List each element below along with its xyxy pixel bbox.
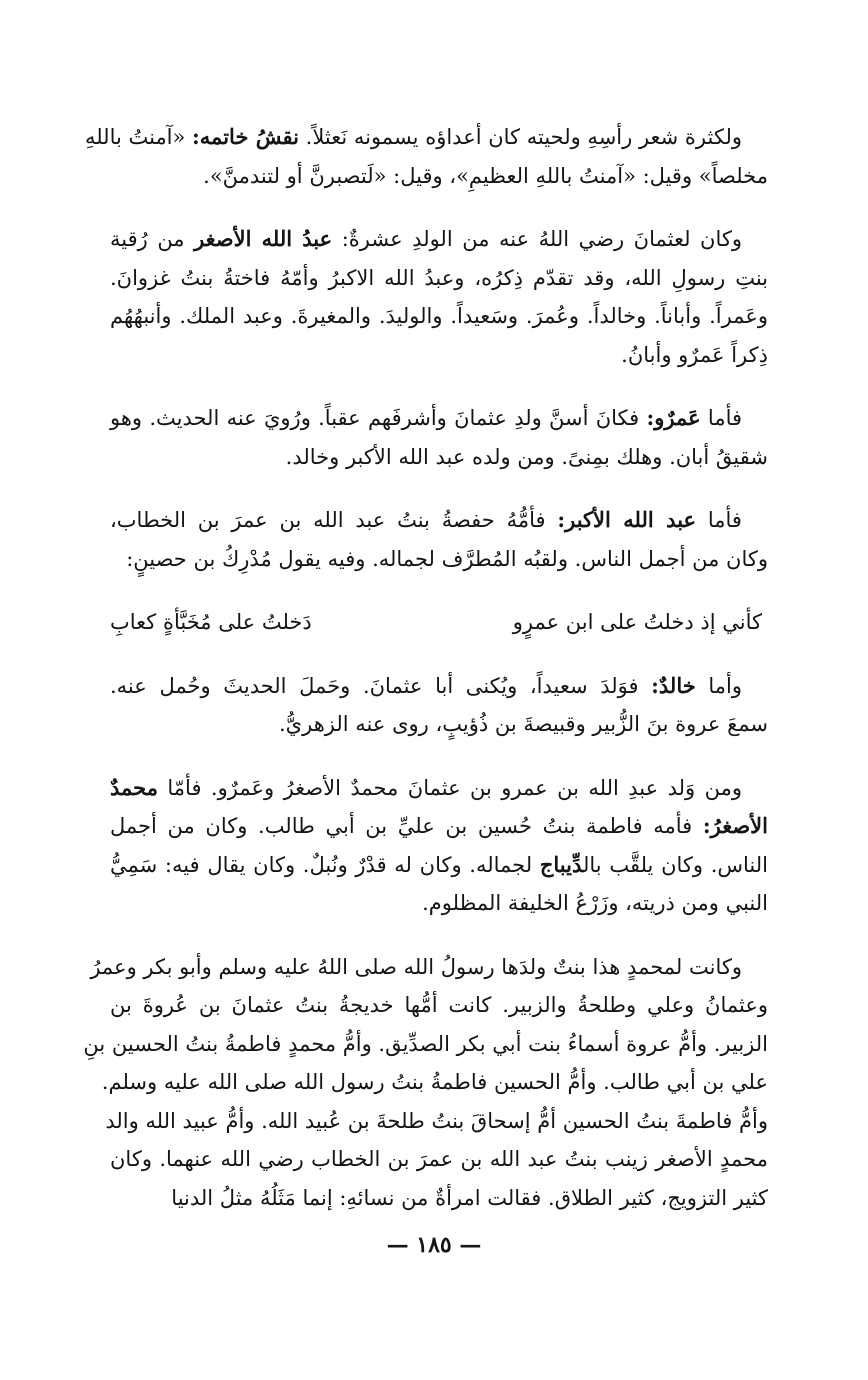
text-line [105, 1102, 768, 1141]
text-line [110, 220, 768, 259]
paragraph [110, 769, 768, 923]
body-text: مخلصاً» وقيل: «آمنتُ باللهِ العظيمِ»، وقيل: «لَتصبرنَّ أو لتندمنَّ». [203, 163, 768, 188]
text-line [110, 1140, 768, 1179]
text-line [110, 807, 768, 846]
body-text: فأمه فاطمة بنتُ حُسين بن عليِّ بن أبي طالب. وكان من أجمل [110, 814, 703, 838]
text-line [110, 259, 768, 298]
body-text: فكانَ أسنَّ ولدِ عثمانَ وأشرفَهم عقباً. ورُويَ عنه الحديث. وهو [110, 406, 647, 430]
page-number: — ١٨٥ — [386, 1232, 482, 1258]
body-text: الناس. وكان يلقَّب بال [583, 852, 768, 877]
body-text: سمعَ عروة بنَ الزُّبير وقبيصةَ بن ذُؤيبٍ، روى عنه الزهريُّ. [279, 712, 768, 736]
bold-heading-text: عبدُ الله الأصغر [194, 226, 333, 251]
text-line [110, 846, 768, 885]
body-text: كثير التزويج، كثير الطلاق. فقالت امرأةٌ من نسائهِ: إنما مَثَلُهُ مثلُ الدنيا [171, 1185, 768, 1210]
body-text: وكانت لمحمدٍ هذا بنتٌ ولدَها رسولُ الله صلى اللهُ عليه وسلم وأبو بكر وعمرُ [90, 954, 742, 979]
bold-heading-text: عَمرٌو: [646, 405, 701, 430]
text-line [110, 336, 768, 375]
body-text: ومن وَلد عبدِ الله بن عمرو بن عثمانَ محمدٌ الأصغرُ وعَمرٌو. فأمّا [157, 775, 742, 800]
text-line [110, 884, 768, 923]
text-line [84, 118, 768, 157]
body-text: وكان من أجمل الناس. ولقبُه المُطرَّف لجماله. وفيه يقول مُدْرِكُ بن حصينٍ: [126, 546, 768, 571]
body-text: شقيقُ أبان. وهلك بمِنىً. ومن ولده عبد الله الأكبر وخالد. [285, 444, 768, 469]
text-line [110, 297, 768, 336]
bold-heading-text: عبد الله الأكبر: [557, 507, 697, 532]
text-line [110, 501, 768, 540]
body-text: الزبير. وأمُّ عروة أسماءُ بنت أبي بكر الصدِّيق. وأمُّ محمدٍ فاطمةُ بنتُ الحسين بنِ [83, 1031, 768, 1056]
text-line [110, 438, 768, 477]
paragraph [110, 399, 768, 476]
text-line [90, 948, 768, 987]
body-text: وعثمانُ وعلي وطلحةُ والزبير. كانت أمُّها خديجةُ بنتُ عثمانَ بن عُروةَ بن [110, 993, 768, 1017]
text-block-lower [83, 667, 768, 1218]
body-text: وكان لعثمانَ رضي اللهُ عنه من الولدِ عشرةٌ: [332, 227, 742, 251]
paragraph [83, 948, 768, 1218]
text-line [110, 399, 768, 438]
body-text: وأما [695, 673, 742, 698]
text-line [110, 986, 768, 1025]
body-text: فأمُّهُ حفصةُ بنتُ عبد الله بن عمرَ بن الخطاب، [110, 508, 558, 532]
bold-heading-text: دِّيباج [539, 851, 583, 877]
body-text: محمدٍ الأصغر زينب بنتُ عبد الله بن عمرَ بن الخطاب رضي الله عنهما. وكان [110, 1147, 768, 1171]
bold-heading-text: خالدٌ: [651, 672, 696, 698]
text-block-upper [84, 118, 768, 578]
body-text: ولكثرة شعر رأسِهِ ولحيته كان أعداؤه يسمونه نَعثلاً. [298, 125, 742, 149]
bold-heading-text: محمدٌ [110, 774, 158, 800]
text-line [110, 540, 768, 579]
paragraph [110, 501, 768, 578]
poetry-verse [110, 603, 768, 642]
bold-heading-text: نقشُ خاتمه: [192, 124, 299, 149]
body-text: بنتِ رسولِ الله، وقد تقدّم ذِكرُه، وعبدُ الله الاكبرُ وأمّهُ فاختةُ بنتُ غزوانَ. [110, 265, 768, 290]
text-line [110, 769, 768, 808]
paragraph [110, 667, 768, 744]
paragraph [110, 220, 768, 374]
text-line [83, 1025, 768, 1064]
body-text: فوَلدَ سعيداً، ويُكنى أبا عثمانَ. وحَملَ الحديثَ وحُمل عنه. [110, 673, 652, 698]
bold-heading-text: الأصغرُ: [702, 813, 768, 838]
body-text: علي بن أبي طالب. وأمُّ الحسين فاطمةُ بنتُ رسول الله صلى الله عليه وسلم. [101, 1070, 768, 1094]
body-text: وأمُّ فاطمةَ بنتُ الحسين أمُّ إسحاقَ بنتُ طلحةَ بن عُبيد الله. وأمُّ عبيد الله والد [105, 1108, 768, 1133]
body-text: ذِكراً عَمرٌو وأبانُ. [621, 342, 768, 367]
text-line [110, 157, 768, 196]
body-text: من رُقية [110, 227, 195, 251]
verse-first-hemistich: كأني إذ دخلتُ على ابن عمرٍو [512, 610, 762, 634]
body-text: النبي ومن ذريته، وزَرْعُ الخليفة المظلوم. [422, 891, 768, 915]
body-text: فأما [700, 406, 743, 430]
text-line [101, 1063, 768, 1102]
body-text: «آمنتُ باللهِ [84, 125, 193, 149]
body-text: لجماله. وكان له قدْرٌ ونُبلٌ. وكان يقال فيه: سَمِيُّ [110, 852, 540, 877]
body-text: وعَمراً. وأباناً. وخالداً. وعُمرَ. وسَعيداً. والوليدَ. والمغيرةَ. وعبد الملك. وأنبهُهُم [110, 304, 768, 328]
body-text: فأما [696, 508, 742, 532]
paragraph [84, 118, 768, 195]
text-line [110, 705, 768, 744]
text-line [110, 667, 768, 706]
text-line [110, 1179, 768, 1218]
verse-second-hemistich: دَخلتُ على مُخَبَّأةٍ كعابِ [110, 610, 312, 634]
